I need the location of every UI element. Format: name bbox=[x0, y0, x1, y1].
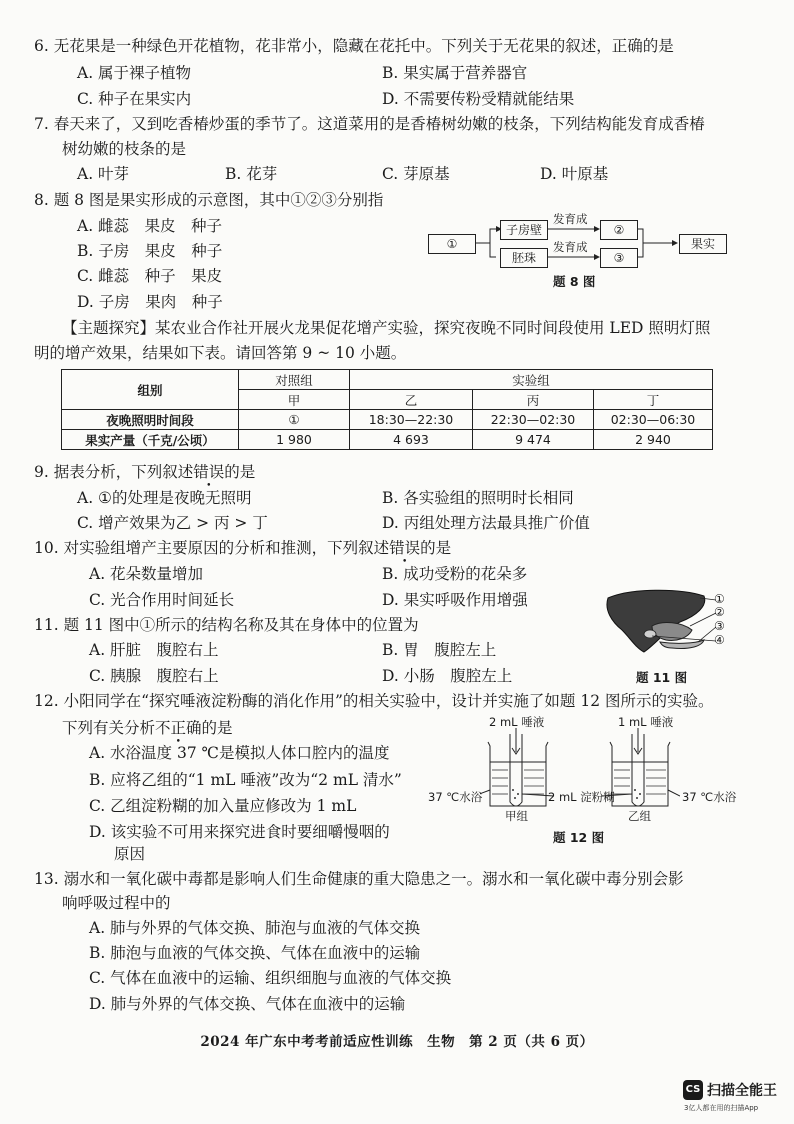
table-cell: 9 474 bbox=[473, 430, 594, 450]
q12-option-b: B. 应将乙组的“1 mL 唾液”改为“2 mL 清水” bbox=[89, 771, 402, 789]
theme-intro-line2: 明的增产效果，结果如下表。请回答第 9 ~ 10 小题。 bbox=[34, 344, 407, 362]
diagram-arrows bbox=[0, 0, 794, 300]
q8-stem: 8. 题 8 图是果实形成的示意图，其中①②③分别指 bbox=[34, 191, 384, 209]
table-cell: 4 693 bbox=[350, 430, 473, 450]
q6-stem: 6. 无花果是一种绿色开花植物，花非常小，隐藏在花托中。下列关于无花果的叙述，正确的是 bbox=[34, 37, 674, 55]
table-col-yi: 乙 bbox=[350, 390, 473, 410]
q10-stem-end: 的是 bbox=[420, 539, 452, 557]
figure-11-caption: 题 11 图 bbox=[636, 670, 688, 685]
diagram-node-3: ③ bbox=[600, 248, 638, 268]
diagram-ovary-wall: 子房壁 bbox=[500, 220, 548, 240]
table-header-group: 组别 bbox=[62, 370, 239, 410]
figure-12-caption: 题 12 图 bbox=[553, 830, 605, 845]
camscanner-name: 扫描全能王 bbox=[707, 1083, 777, 1099]
table-col-bing: 丙 bbox=[473, 390, 594, 410]
left-saliva-label: 2 mL 唾液 bbox=[489, 715, 545, 729]
table-row-label: 夜晚照明时间段 bbox=[62, 410, 239, 430]
q7-option-c: C. 芽原基 bbox=[382, 165, 450, 183]
q6-option-b: B. 果实属于营养器官 bbox=[382, 64, 528, 82]
table-header-experiment: 实验组 bbox=[350, 370, 713, 390]
q11-option-b: B. 胃 腹腔左上 bbox=[382, 641, 497, 659]
liver-illustration bbox=[600, 586, 720, 666]
table-cell: 2 940 bbox=[594, 430, 713, 450]
q7-stem-line1: 7. 春天来了，又到吃香椿炒蛋的季节了。这道菜用的是香椿树幼嫩的枝条，下列结构能发育成香椿 bbox=[34, 115, 705, 133]
q11-option-a: A. 肝脏 腹腔右上 bbox=[89, 641, 219, 659]
q12-option-d-line2: 原因 bbox=[114, 845, 146, 863]
q6-option-d: D. 不需要传粉受精就能结果 bbox=[382, 90, 575, 108]
q9-option-c: C. 增产效果为乙 > 丙 > 丁 bbox=[77, 514, 268, 532]
table-cell: 02:30—06:30 bbox=[594, 410, 713, 430]
q7-option-a: A. 叶芽 bbox=[77, 165, 130, 183]
diagram-develop-label-2: 发育成 bbox=[553, 240, 588, 254]
q12-stem-end: 的是 bbox=[201, 719, 233, 737]
q7-option-b: B. 花芽 bbox=[225, 165, 278, 183]
q9-option-a: A. ①的处理是夜晚无照明 bbox=[77, 489, 252, 507]
q7-stem-line2: 树幼嫩的枝条的是 bbox=[62, 140, 187, 158]
diagram-ovule: 胚珠 bbox=[500, 248, 548, 268]
table-row-lighting bbox=[62, 410, 713, 430]
q13-stem-line2: 响呼吸过程中的 bbox=[62, 894, 171, 912]
q10-stem bbox=[34, 538, 451, 558]
q10-stem-text: 10. 对实验组增产主要原因的分析和推测，下列叙述 bbox=[34, 539, 390, 557]
table-cell: ① bbox=[239, 410, 350, 430]
camscanner-logo: CS bbox=[683, 1080, 703, 1100]
table-col-ding: 丁 bbox=[594, 390, 713, 410]
q7-option-d: D. 叶原基 bbox=[540, 165, 609, 183]
results-table bbox=[61, 369, 713, 450]
q8-option-a: A. 雌蕊 果皮 种子 bbox=[77, 217, 223, 235]
diagram-node-1: ① bbox=[428, 234, 476, 254]
starch-label: 2 mL 淀粉糊 bbox=[548, 790, 615, 804]
q12-option-a: A. 水浴温度 37 ℃是模拟人体口腔内的温度 bbox=[89, 744, 390, 762]
q8-option-d: D. 子房 果肉 种子 bbox=[77, 293, 223, 311]
q6-option-c: C. 种子在果实内 bbox=[77, 90, 192, 108]
q10-option-d: D. 果实呼吸作用增强 bbox=[382, 591, 528, 609]
table-header-control: 对照组 bbox=[239, 370, 350, 390]
figure-8-caption: 题 8 图 bbox=[553, 274, 596, 289]
q13-option-a: A. 肺与外界的气体交换、肺泡与血液的气体交换 bbox=[89, 919, 421, 937]
q10-option-c: C. 光合作用时间延长 bbox=[89, 591, 235, 609]
q12-emphasis: 不正确 bbox=[155, 719, 202, 737]
table-col-jia: 甲 bbox=[239, 390, 350, 410]
diagram-node-2: ② bbox=[600, 220, 638, 240]
group-jia-label: 甲组 bbox=[505, 809, 528, 823]
organ-label-4: ④ bbox=[714, 633, 725, 647]
q9-stem-text: 9. 据表分析，下列叙述 bbox=[34, 463, 194, 481]
q10-emphasis: 错误 bbox=[389, 539, 421, 557]
q12-option-d-line1: D. 该实验不可用来探究进食时要细嚼慢咽的 bbox=[89, 823, 390, 841]
q13-option-c: C. 气体在血液中的运输、组织细胞与血液的气体交换 bbox=[89, 969, 452, 987]
table-cell: 1 980 bbox=[239, 430, 350, 450]
organ-label-2: ② bbox=[714, 605, 725, 619]
q13-option-d: D. 肺与外界的气体交换、气体在血液中的运输 bbox=[89, 995, 406, 1013]
q11-option-c: C. 胰腺 腹腔右上 bbox=[89, 667, 219, 685]
organ-label-3: ③ bbox=[714, 619, 725, 633]
q13-option-b: B. 肺泡与血液的气体交换、气体在血液中的运输 bbox=[89, 944, 421, 962]
q9-stem bbox=[34, 462, 255, 482]
table-cell: 18:30—22:30 bbox=[350, 410, 473, 430]
diagram-fruit: 果实 bbox=[679, 234, 727, 254]
q12-stem-line2 bbox=[62, 718, 233, 738]
q10-option-b: B. 成功受粉的花朵多 bbox=[382, 565, 528, 583]
q8-option-b: B. 子房 果皮 种子 bbox=[77, 242, 223, 260]
right-bath-label: 37 ℃水浴 bbox=[682, 790, 737, 804]
table-cell: 22:30—02:30 bbox=[473, 410, 594, 430]
table-row-yield bbox=[62, 430, 713, 450]
q9-option-d: D. 丙组处理方法最具推广价值 bbox=[382, 514, 590, 532]
q9-stem-end: 的是 bbox=[224, 463, 256, 481]
left-bath-label: 37 ℃水浴 bbox=[428, 790, 483, 804]
q9-emphasis: 错误 bbox=[193, 463, 225, 481]
right-saliva-label: 1 mL 唾液 bbox=[618, 715, 674, 729]
q8-option-c: C. 雌蕊 种子 果皮 bbox=[77, 267, 223, 285]
diagram-develop-label-1: 发育成 bbox=[553, 212, 588, 226]
page-footer: 2024 年广东中考考前适应性训练 生物 第 2 页（共 6 页） bbox=[200, 1034, 594, 1050]
q13-stem-line1: 13. 溺水和一氧化碳中毒都是影响人们生命健康的重大隐患之一。溺水和一氧化碳中毒分别会影 bbox=[34, 870, 684, 888]
q12-stem-text: 下列有关分析 bbox=[62, 719, 156, 737]
theme-intro-line1: 【主题探究】某农业合作社开展火龙果促花增产实验，探究夜晚不同时间段使用 LED 照明灯照 bbox=[62, 319, 711, 337]
q6-option-a: A. 属于裸子植物 bbox=[77, 64, 192, 82]
q9-option-b: B. 各实验组的照明时长相同 bbox=[382, 489, 574, 507]
q12-stem-line1: 12. 小阳同学在“探究唾液淀粉酶的消化作用”的相关实验中，设计并实施了如题 12 图所示的实验。 bbox=[34, 692, 714, 710]
camscanner-tagline: 3亿人都在用的扫描App bbox=[684, 1104, 759, 1112]
q12-option-c: C. 乙组淀粉糊的加入量应修改为 1 mL bbox=[89, 797, 357, 815]
q11-stem: 11. 题 11 图中①所示的结构名称及其在身体中的位置为 bbox=[34, 616, 419, 634]
table-row-label: 果实产量（千克/公顷） bbox=[62, 430, 239, 450]
q11-option-d: D. 小肠 腹腔左上 bbox=[382, 667, 513, 685]
organ-label-1: ① bbox=[714, 592, 725, 606]
q10-option-a: A. 花朵数量增加 bbox=[89, 565, 204, 583]
group-yi-label: 乙组 bbox=[628, 809, 651, 823]
